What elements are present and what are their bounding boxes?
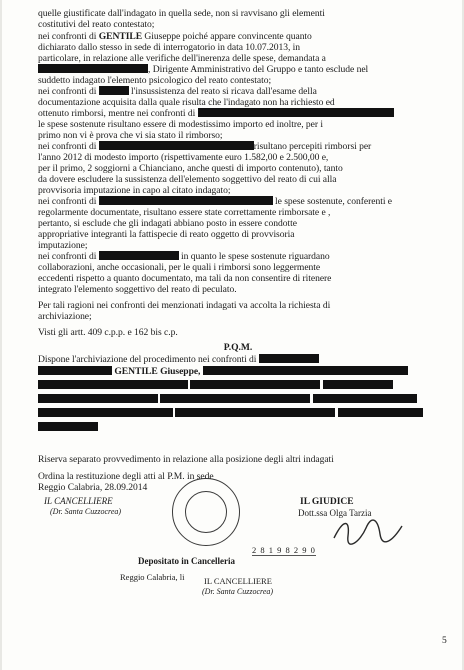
- redaction-block: [38, 422, 98, 431]
- text-span: l'insussistenza del reato si ricava dall'esame della: [128, 86, 317, 97]
- giudice-title: IL GIUDICE: [300, 497, 354, 507]
- deposit-label: Depositato in Cancelleria: [138, 556, 235, 566]
- text-line: integrato l'elemento soggettivo del reato di peculato.: [38, 284, 237, 295]
- text-line: regolarmente documentate, risultano essere state correttamente rimborsate e ,: [38, 207, 331, 218]
- text-line: archiviazione;: [38, 311, 92, 322]
- text-line: l'anno 2012 di modesto importo (rispettivamente euro 1.582,00 e 2.500,00 e,: [38, 152, 329, 163]
- giudice-signature: [330, 512, 410, 548]
- cancelliere2-title: IL CANCELLIERE: [204, 576, 272, 586]
- text-span: nei confronti di: [38, 86, 99, 97]
- redaction-block: [38, 380, 188, 389]
- text-line: provvisoria imputazione in capo al citato indagato;: [38, 185, 231, 196]
- redaction-block: [99, 141, 254, 150]
- text-line: dichiarato dallo stesso in sede di interrogatorio in data 10.07.2013, in: [38, 42, 301, 53]
- text-line: pertanto, si esclude che gli indagati abbiano posto in essere condotte: [38, 218, 297, 229]
- text-span: nei confronti di: [38, 251, 99, 262]
- text-line: da dovere escludere la sussistenza dell'elemento soggettivo del reato di cui alla: [38, 174, 337, 185]
- redaction-block: [38, 394, 158, 403]
- text-line: [38, 422, 438, 433]
- cancelliere-title: IL CANCELLIERE: [44, 496, 113, 506]
- text-span: nei confronti di: [38, 31, 99, 42]
- text-line: per il primo, 2 soggiorni a Chianciano, anche questi di importo contenuto), tanto: [38, 163, 343, 174]
- text-line: [38, 64, 438, 75]
- defendant-name: GENTILE Giuseppe,: [114, 366, 201, 377]
- text-line: costitutivi del reato contestato;: [38, 19, 155, 30]
- text-span: Giuseppe poiché appare convincente quanto: [142, 31, 312, 42]
- text-line: primo non vi è prova che vi sia stato il rimborso;: [38, 130, 223, 141]
- text-line: documentazione acquisita dalla quale risulta che l'indagato non ha richiesto ed: [38, 97, 335, 108]
- text-line: collaborazioni, anche occasionali, per le quali i rimborsi sono leggermente: [38, 262, 321, 273]
- redaction-block: [99, 196, 273, 205]
- redaction-block: [198, 108, 394, 117]
- text-span: , Dirigente Amministrativo del Gruppo e tanto esclude nel: [148, 64, 369, 75]
- text-span: in quanto le spese sostenute riguardano: [178, 251, 330, 262]
- scan-edge-left: [0, 0, 2, 670]
- text-line: [38, 366, 438, 377]
- redaction-block: [160, 394, 310, 403]
- redaction-block: [313, 394, 417, 403]
- text-line: Reggio Calabria, 28.09.2014: [38, 482, 148, 493]
- text-span: risultano percepiti rimborsi per: [253, 141, 372, 152]
- text-span: le spese sostenute, conferenti e: [272, 196, 392, 207]
- redaction-block: [259, 354, 319, 363]
- text-line: [38, 354, 438, 365]
- deposit-place: Reggio Calabria, li: [120, 572, 185, 582]
- text-line: eccedenti rispetto a quanto documentato, ma tali da non consentire di ritenere: [38, 273, 332, 284]
- cancelliere-name: (Dr. Santa Cuzzocrea): [50, 507, 122, 516]
- text-line: [38, 251, 438, 262]
- text-line: [38, 394, 438, 405]
- text-span: nei confronti di: [38, 141, 99, 152]
- text-line: Riserva separato provvedimento in relazione alla posizione degli altri indagati: [38, 454, 334, 465]
- pqm-heading: P.Q.M.: [223, 342, 253, 353]
- defendant-name: GENTILE: [98, 31, 143, 42]
- text-line: appropriative integranti la fattispecie di reato oggetto di provvisoria: [38, 229, 295, 240]
- text-line: imputazione;: [38, 240, 88, 251]
- text-line: [38, 196, 438, 207]
- text-line: [38, 108, 438, 119]
- text-line: [38, 380, 438, 391]
- text-line: [38, 141, 438, 152]
- redaction-block: [38, 366, 112, 375]
- redaction-block: [38, 408, 173, 417]
- giudice-name: Dott.ssa Olga Tarzia: [298, 508, 372, 518]
- redaction-block: [99, 86, 129, 95]
- text-line: le spese sostenute risultano essere di modestissimo importo ed inoltre, per i: [38, 119, 323, 130]
- redaction-block: [203, 366, 408, 375]
- text-line: [38, 31, 438, 42]
- text-span: nei confronti di: [38, 196, 99, 207]
- court-seal-inner: [185, 491, 227, 533]
- text-line: suddetto indagato l'elemento psicologico del reato contestato;: [38, 75, 272, 86]
- text-span: ottenuto rimborsi, mentre nei confronti di: [38, 108, 196, 119]
- redaction-block: [99, 251, 179, 260]
- redaction-block: [175, 408, 335, 417]
- text-span: Dispone l'archiviazione del procedimento nei confronti di: [38, 354, 257, 365]
- redaction-block: [323, 380, 393, 389]
- text-line: particolare, in relazione alle verifiche dell'inerenza delle spese, demandata a: [38, 53, 326, 64]
- text-line: [38, 86, 438, 97]
- redaction-block: [338, 408, 423, 417]
- text-line: [38, 408, 438, 419]
- text-line: Per tali ragioni nei confronti dei menzionati indagati va accolta la richiesta di: [38, 300, 331, 311]
- court-seal: [172, 478, 240, 546]
- text-line: Visti gli artt. 409 c.p.p. e 162 bis c.p.: [38, 327, 178, 338]
- redaction-block: [190, 380, 320, 389]
- text-line: Ordina la restituzione degli atti al P.M. in sede: [38, 471, 214, 482]
- text-line: quelle giustificate dall'indagato in quella sede, non si ravvisano gli elementi: [38, 8, 325, 19]
- cancelliere2-name: (Dr. Santa Cuzzocrea): [202, 587, 274, 596]
- page-number: 5: [442, 636, 447, 646]
- deposit-date: 2 8 1 9 8 2 9 0: [252, 545, 316, 555]
- redaction-block: [38, 64, 148, 73]
